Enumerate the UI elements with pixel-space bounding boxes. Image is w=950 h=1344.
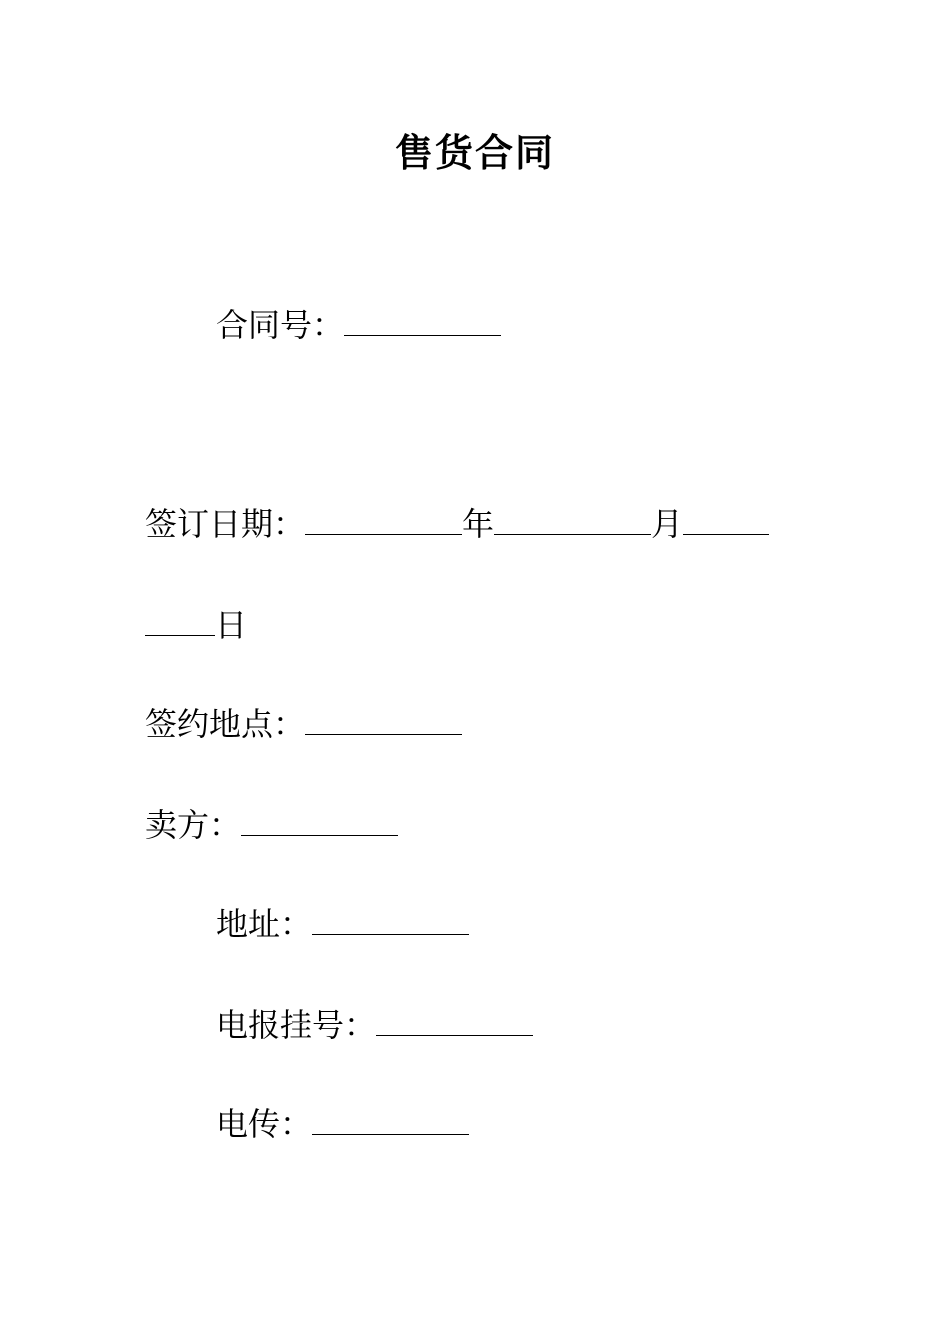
- seller-row: [145, 803, 398, 847]
- address-label: 地址：: [216, 905, 313, 943]
- sign-date-day-blank-part1[interactable]: [683, 508, 769, 535]
- fax-row: [216, 1102, 469, 1146]
- sign-place-blank[interactable]: [305, 708, 462, 735]
- sign-date-year-blank[interactable]: [305, 508, 462, 535]
- address-row: [216, 902, 469, 946]
- sign-date-row: [145, 502, 769, 546]
- address-blank[interactable]: [312, 908, 469, 935]
- month-label: 月: [651, 505, 684, 543]
- contract-number-label: 合同号：: [216, 306, 345, 344]
- day-label: 日: [215, 606, 248, 644]
- contract-number-blank[interactable]: [344, 309, 501, 336]
- sign-place-row: [145, 702, 462, 746]
- contract-number-row: [216, 303, 501, 347]
- sign-date-day-blank-part2[interactable]: [145, 609, 215, 636]
- sign-date-month-blank[interactable]: [494, 508, 651, 535]
- sign-date-day-row: [145, 603, 247, 647]
- year-label: 年: [462, 505, 495, 543]
- fax-blank[interactable]: [312, 1108, 469, 1135]
- document-title: 售货合同: [394, 130, 555, 175]
- sign-place-label: 签约地点：: [145, 705, 306, 743]
- fax-label: 电传：: [216, 1105, 313, 1143]
- seller-blank[interactable]: [241, 809, 398, 836]
- cable-label: 电报挂号：: [216, 1006, 377, 1044]
- seller-label: 卖方：: [145, 806, 242, 844]
- cable-row: [216, 1003, 533, 1047]
- cable-blank[interactable]: [376, 1009, 533, 1036]
- sign-date-label: 签订日期：: [145, 505, 306, 543]
